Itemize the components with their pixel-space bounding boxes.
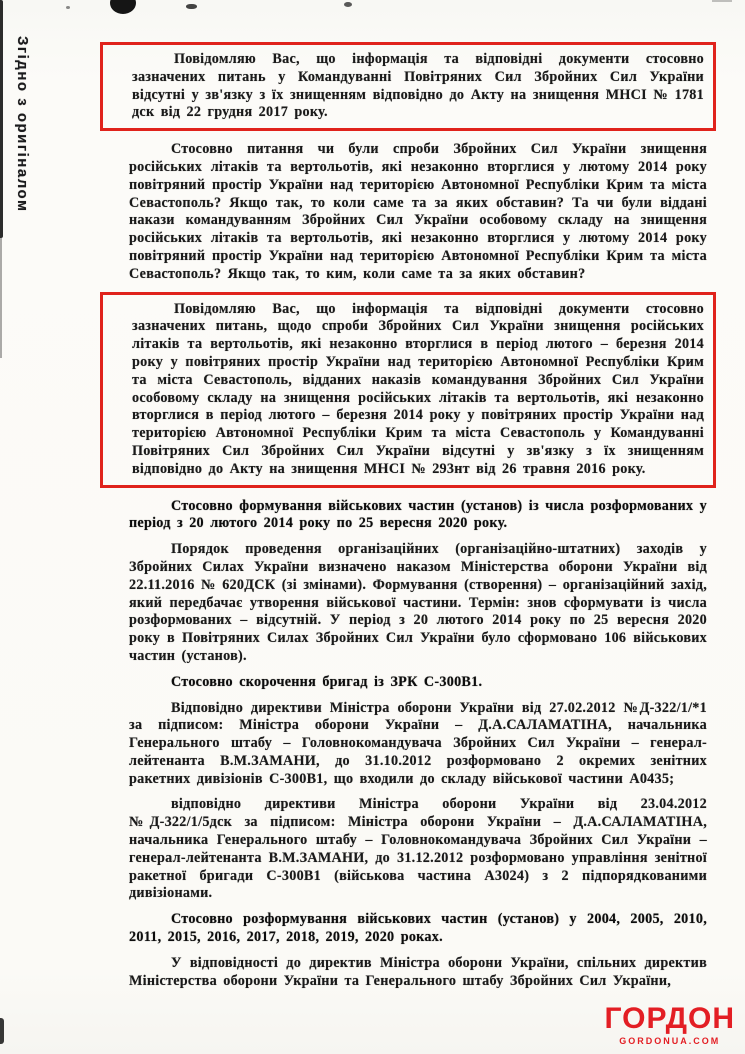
- paragraph-directives-intro: У відповідності до директив Міністра оборони України, спільних директив Міністерства оборони України та Генерального штабу Збройних Сил України,: [129, 954, 707, 989]
- gordon-watermark: [605, 1004, 735, 1046]
- scan-artifact-top-dot: [344, 2, 352, 7]
- section-heading-formation: Стосовно формування військових частин (установ) із числа розформованих у період з 20 лютого 2014 року по 25 вересня 2020 року.: [129, 497, 707, 532]
- watermark-title: ГОРДОН: [604, 1002, 735, 1035]
- scan-artifact-speck: [66, 6, 70, 9]
- scan-artifact-left-edge: [0, 0, 3, 238]
- watermark-domain: GORDONUA.COM: [619, 1036, 721, 1046]
- paragraph-directive-2012-04: відповідно директиви Міністра оборони України від 23.04.2012 №Д-322/1/5дск за підписом: Міністра оборони України – Д.А.САЛАМАТІНА, начальника Генерального штабу – Головнокомандувача Збройних Сил України – генерал-лейтенанта В.М.ЗАМАНИ, до 31.12.2012 розформовано управління зенітної ракетної бригади С-300В1 (військова частина А3024) з 2 підпорядкованими дивізіонами.: [129, 796, 707, 902]
- section-heading-s300v1-reduction: Стосовно скорочення бригад із ЗРК С-300В1.: [171, 673, 483, 690]
- highlight-box-1: [100, 42, 716, 131]
- paragraph-question-attempts: Стосовно питання чи були спроби Збройних Сил України знищення російських літаків та вертольотів, які незаконно вторглися у лютому 2014 року повітряний простір України над територією Автономної Республіки Крим та міста Севастополь? Якщо так, то коли саме та за яких обставин? Та чи були віддані накази командуванням Збройних Сил України особовому складу на знищення російських літаків та вертольотів, які незаконно вторглися у лютому 2014 року повітряний простір України над територією Автономної Республіки Крим та міста Севастополь? Якщо так, то ким, коли саме та за яких обставин?: [129, 141, 707, 282]
- scan-artifact-bottom-left: [0, 1018, 4, 1044]
- section-heading-disbandment-years: Стосовно розформування військових частин (установ) у 2004, 2005, 2010, 2011, 2015, 2016, 2017, 2018, 2019, 2020 роках.: [129, 911, 707, 946]
- certified-copy-stamp: Згідно з оригіналом: [14, 36, 31, 213]
- paragraph-formation-details: Порядок проведення організаційних (організаційно-штатних) заходів у Збройних Силах України визначено наказом Міністерства оборони України від 22.11.2016 № 620ДСК (зі змінами). Формування (створення) – організаційний захід, який передбачає утворення військової частини. Термін: знов сформувати із числа розформованих – відсутній. У період з 20 лютого 2014 року по 25 вересня 2020 року в Повітряних Силах Збройних Сил України було сформовано 106 військових частин (установ).: [129, 541, 707, 664]
- scan-artifact-top-dash: [186, 4, 197, 9]
- letter-body: [129, 42, 707, 998]
- paragraph-directive-2012-02: Відповідно директиви Міністра оборони України від 27.02.2012 №Д-322/1/*1 за підписом: Міністра оборони України – Д.А.САЛАМАТІНА, начальника Генерального штабу – Головнокомандувача Збройних Сил України – генерал-лейтенанта В.М.ЗАМАНИ, до 31.10.2012 розформовано 2 окремих зенітних ракетних дивізіонів С-300В1, що входили до складу військової частини А0435;: [129, 699, 707, 787]
- scan-artifact-left-edge-faint: [0, 238, 2, 358]
- scan-artifact-top-blob: [110, 0, 136, 14]
- paragraph-destroyed-docs-1: Повідомляю Вас, що інформація та відповідні документи стосовно зазначених питань у Командуванні Повітряних Сил Збройних Сил України відсутні у зв'язку з їх знищенням відповідно до Акту на знищення МНСІ № 1781 дск від 22 грудня 2017 року.: [132, 51, 704, 121]
- paragraph-destroyed-docs-2: Повідомляю Вас, що інформація та відповідні документи стосовно зазначених питань, щодо спроби Збройних Сил України знищення російських літаків та вертольотів, які незаконно вторглися в період лютого – березня 2014 року у повітряних простір України над територією Автономної Республіки Крим та міста Севастополь, відданих наказів командування Збройних Сил України особовому складу на знищення російських літаків та вертольотів, які незаконно вторглися в період лютого – березня 2014 року у повітряних простір України над територією Автономної Республіки Крим та міста Севастополь у Командуванні Повітряних Сил Збройних Сил України відсутні у зв'язку з їх знищенням відповідно до Акту на знищення МНСІ № 293нт від 26 травня 2016 року.: [132, 300, 704, 477]
- scan-artifact-top-right: [712, 0, 732, 2]
- highlight-box-2: [100, 292, 716, 488]
